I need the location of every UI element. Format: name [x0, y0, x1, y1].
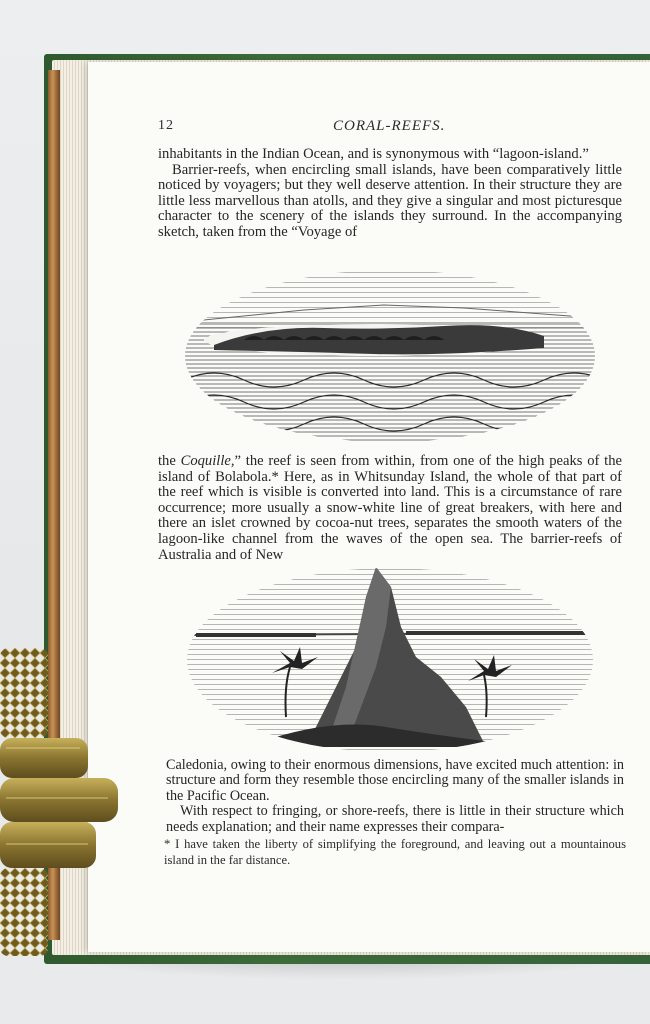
text-block-middle [158, 454, 622, 563]
atoll-engraving [184, 270, 596, 444]
text-block-bottom [166, 758, 624, 835]
footnote [164, 836, 626, 868]
paragraph [158, 454, 622, 563]
book-page [88, 62, 650, 952]
footnote-text: * I have taken the liberty of simplifying the foreground, and leaving out a mountainous island in the far distance. [164, 837, 626, 867]
page-number: 12 [158, 118, 174, 133]
text-run: the [158, 453, 181, 469]
brass-book-clip [0, 648, 118, 958]
peak-island-engraving [186, 567, 594, 753]
paragraph: Caledonia, owing to their enormous dimensions, have excited much attention: in structure and form they resemble those encircling many of the smaller islands in the Pacific Ocean. [166, 757, 624, 804]
running-head [158, 118, 632, 138]
text-run: ” the reef is seen from within, from one of the high peaks of the island of Bolabola.* Here, as in Whitsunday Island, the whole of that part of the reef which is visible is converted into land. This is a circumstance of rare occurrence; more usually a snow-white line of great breakers, with here and there an islet crowned by cocoa-nut trees, separates the smooth waters of the lagoon-like channel from the waves of the open sea. The barrier-reefs of Australia and of New [158, 453, 622, 563]
text-block-top [158, 147, 622, 241]
running-title: CORAL-REEFS. [333, 118, 446, 134]
paragraph: With respect to fringing, or shore-reefs, there is little in their structure which needs explanation; and their name expresses their compara- [166, 803, 624, 835]
ship-name: Coquille, [180, 453, 235, 469]
paragraph: Barrier-reefs, when encircling small islands, have been comparatively little noticed by voyagers; but they well deserve attention. In their structure they are little less marvellous than atolls, and they give a singular and most picturesque character to the scenery of the islands they surround. In the accompanying sketch, taken from the “Voyage of [158, 161, 622, 240]
paragraph: inhabitants in the Indian Ocean, and is synonymous with “lagoon-island.” [158, 146, 589, 162]
